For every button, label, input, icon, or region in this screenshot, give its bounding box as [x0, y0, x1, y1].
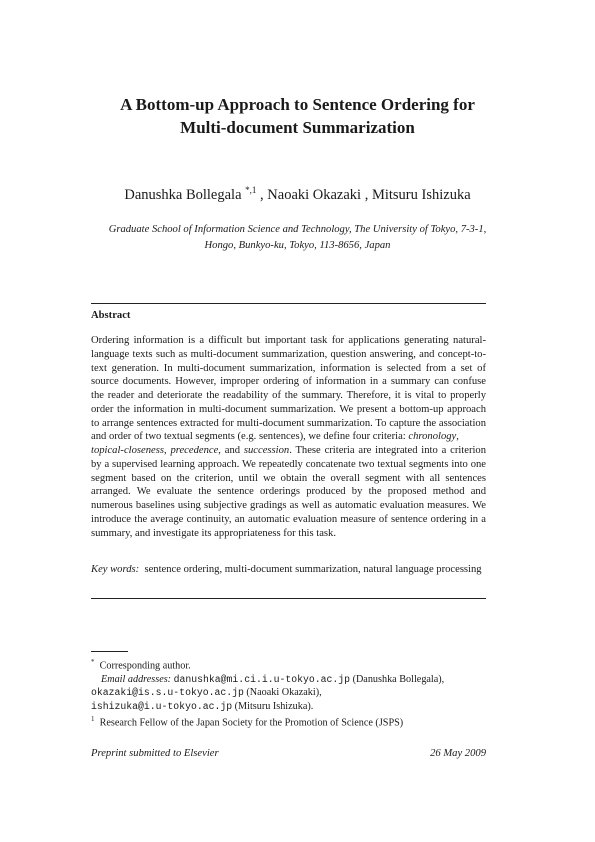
footnotes: [91, 656, 501, 730]
affiliation-line-2: Hongo, Bunkyo-ku, Tokyo, 113-8656, Japan: [204, 240, 391, 251]
abstract-text-part1: Ordering information is a difficult but important task for applications generating natural-language texts such as multi-document summarization, question answering, and concept-to-text generation. In multi-document summarization, information is selected from a set of source documents. However, improper ordering of information in a summary can confuse the reader and deteriorate the readability of the summary. Therefore, it is vital to properly order the information in multi-document summarization. We present a bottom-up approach to arrange sentences extracted for multi-document summarization. To capture the association and order of two textual segments (e.g. sentences), we define four criteria:: [91, 335, 486, 443]
affiliation: [80, 222, 515, 254]
keywords-label: Key words:: [91, 564, 140, 575]
abstract-separator: , and: [218, 445, 244, 456]
criterion-succession: succession: [243, 445, 290, 456]
footnote-emails-line-1: [91, 673, 501, 687]
footnote-star-mark: *: [91, 658, 95, 666]
email-owner-bollegala: (Danushka Bollegala),: [352, 673, 445, 685]
footnote-emails-line-2: [91, 686, 501, 700]
email-owner-ishizuka: (Mitsuru Ishizuka).: [234, 700, 314, 712]
corresponding-author-text: Corresponding author.: [99, 660, 191, 672]
criterion-chronology: chronology: [408, 431, 457, 443]
email-link-ishizuka[interactable]: ishizuka@i.u-tokyo.ac.jp: [91, 700, 233, 712]
keywords-text: sentence ordering, multi-document summarization, natural language processing: [144, 564, 482, 575]
footnote-emails-line-3: [91, 700, 501, 714]
abstract-body: [91, 334, 486, 540]
author-list: [0, 185, 595, 204]
criterion-topical-closeness: topical-closeness: [91, 445, 164, 456]
abstract-separator: ,: [456, 431, 459, 443]
paper-title: [0, 93, 595, 139]
preprint-date: 26 May 2009: [430, 748, 486, 759]
title-line-1: A Bottom-up Approach to Sentence Ordering for: [120, 95, 475, 114]
author-bollegala: Danushka Bollegala: [124, 186, 242, 203]
email-link-okazaki[interactable]: okazaki@is.s.u-tokyo.ac.jp: [91, 687, 244, 699]
abstract-top-rule: [91, 303, 486, 304]
footnote-rule: [91, 651, 128, 652]
keywords-bottom-rule: [91, 598, 486, 599]
abstract-text-part2: . These criteria are integrated into a criterion by a supervised learning approach. We repeatedly concatenate two textual segments into one segment based on the criterion, until we obtain the overall segment with all sentences arranged. We evaluate the sentence orderings produced by the proposed method and numerous baselines using subjective gradings as well as automatic evaluation measures. We introduce the average continuity, an automatic evaluation measure of sentence ordering in a summary, and investigate its appropriateness for this task.: [91, 445, 487, 539]
author-footnote-mark: *,1: [245, 185, 257, 195]
author-ishizuka: , Mitsuru Ishizuka: [364, 186, 471, 203]
affiliation-line-1: Graduate School of Information Science and Technology, The University of Tokyo, 7-3-1,: [108, 224, 487, 235]
abstract-heading: Abstract: [91, 310, 131, 321]
footnote-1: [91, 713, 501, 730]
author-okazaki: , Naoaki Okazaki: [260, 186, 362, 203]
footnote-1-text: Research Fellow of the Japan Society for the Promotion of Science (JSPS): [99, 717, 404, 729]
keywords: [91, 563, 486, 577]
criterion-precedence: precedence: [170, 445, 219, 456]
footnote-corresponding: [91, 656, 501, 673]
title-line-2: Multi-document Summarization: [180, 118, 415, 137]
email-label: Email addresses:: [101, 673, 172, 685]
preprint-note: Preprint submitted to Elsevier: [91, 748, 219, 759]
email-link-bollegala[interactable]: danushka@mi.ci.i.u-tokyo.ac.jp: [173, 673, 351, 685]
abstract-separator: ,: [163, 445, 171, 456]
footnote-1-mark: 1: [91, 715, 95, 724]
email-owner-okazaki: (Naoaki Okazaki),: [246, 687, 322, 699]
